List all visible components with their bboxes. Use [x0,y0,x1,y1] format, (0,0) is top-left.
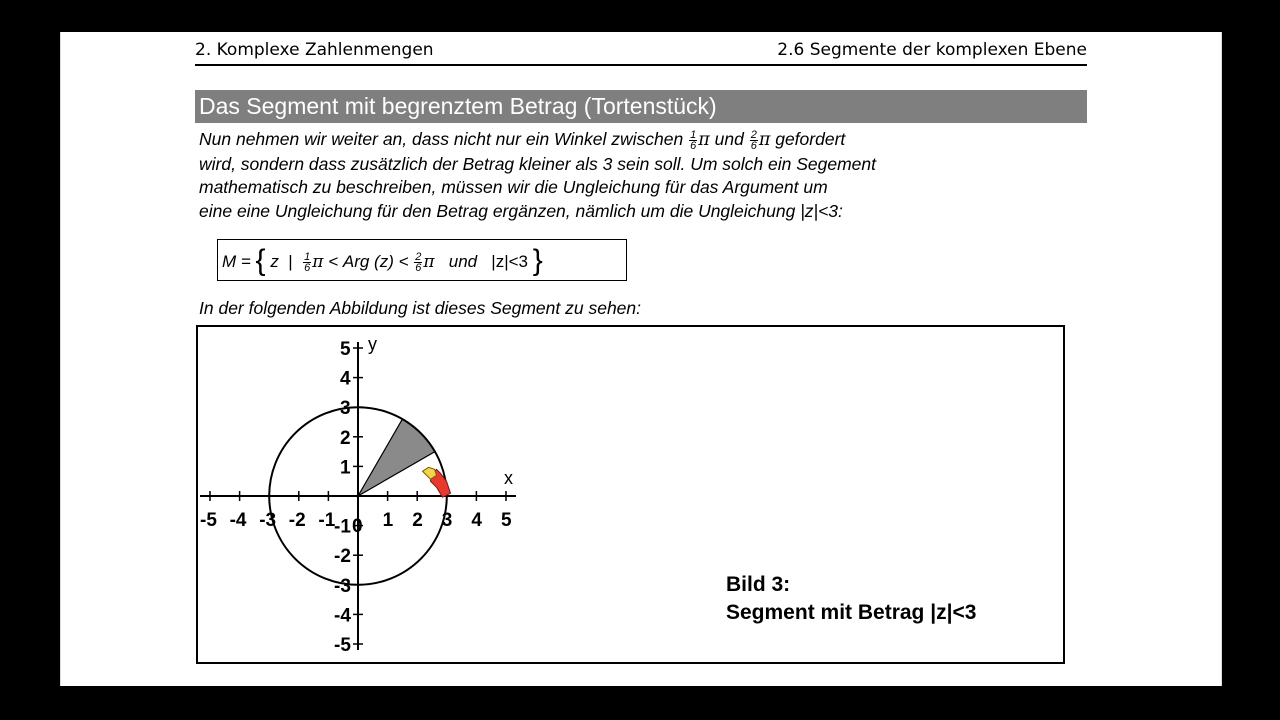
x-tick-label: 4 [471,510,482,531]
y-tick-label: -2 [334,546,351,568]
formula-und: und [448,252,478,271]
paragraph-line-3: mathematisch zu beschreiben, müssen wir die Ungleichung für das Argument um [199,177,828,197]
paragraph-line-2: wird, sondern dass zusätzlich der Betrag kleiner als 3 sein soll. Um solch ein Segement [199,153,876,174]
y-axis-label: y [368,334,377,354]
x-tick-label: 3 [441,510,453,531]
formula-lhs: M = [222,252,251,271]
x-tick-label: -3 [259,510,277,531]
formula-z: z [270,252,279,271]
frac-den: 6 [750,139,757,152]
x-axis-label: x [504,468,513,488]
frac-den: 6 [304,262,311,275]
x-tick-label: -2 [288,510,306,531]
formula-lt-2: < [398,252,409,271]
frac-num: 2 [415,251,422,264]
paragraph-line-1 [199,128,1079,153]
y-tick-label: -5 [334,635,351,656]
caption-line-2: Segment mit Betrag |z|<3 [726,601,977,624]
fraction-one-sixth [689,130,697,151]
figure-intro-text: In der folgenden Abbildung ist dieses Segment zu sehen: [199,298,642,318]
pie-sector [358,419,435,496]
formula-open-brace: { [255,244,266,277]
frac-num: 1 [304,251,311,264]
formula-fraction-one-sixth [303,252,311,273]
formula-close-brace: } [532,244,543,277]
section-title: Das Segment mit begrenztem Betrag (Tortenstück) [195,90,1087,123]
formula-lt-1: < [328,252,339,271]
caption-line-1: Bild 3: [726,573,791,596]
x-tick-label: 5 [501,510,512,531]
header-section: 2.6 Segmente der komplexen Ebene [777,40,1087,60]
y-tick-label: 2 [340,427,351,449]
x-tick-label: 2 [412,510,423,531]
line1-text-c: gefordert [775,129,846,149]
pi-symbol: π [698,130,710,150]
header-chapter: 2. Komplexe Zahlenmengen [195,40,434,60]
frac-den: 6 [415,262,422,275]
frac-num: 2 [750,128,757,141]
y-tick-label: -3 [334,575,351,597]
y-tick-label: 1 [340,457,351,479]
line1-text-a: Nun nehmen wir weiter an, dass nicht nur ein Winkel zwischen [199,129,684,149]
x-tick-label: -4 [229,510,247,531]
y-tick-label: 5 [340,339,351,360]
pi-symbol: π [758,130,771,150]
y-tick-label: 4 [340,368,351,390]
frac-den: 6 [690,139,697,152]
figure-caption [726,571,976,627]
document-page [60,32,1222,686]
x-tick-label: -5 [200,510,217,531]
pi-symbol: π [423,252,435,272]
pi-symbol: π [312,252,324,272]
frac-num: 1 [690,128,697,141]
figure-frame [196,325,1065,664]
formula-bar: | [288,252,293,271]
fraction-two-sixths [750,130,758,151]
origin-label: 0 [352,516,363,537]
intro-paragraph [199,128,1079,223]
y-tick-label: -1 [334,516,351,538]
set-formula-box [217,239,627,281]
x-tick-label: 1 [382,510,394,531]
y-tick-label: 3 [340,398,351,420]
page-header [195,38,1087,66]
formula-arg: Arg (z) [342,252,394,271]
line1-text-b: und [714,129,744,149]
formula-fraction-two-sixths [414,252,422,273]
y-tick-label: -4 [334,605,351,627]
x-tick-label: -1 [318,510,336,531]
paragraph-line-4: eine eine Ungleichung für den Betrag ergänzen, nämlich um die Ungleichung |z|<3: [199,200,843,221]
formula-abs: |z|<3 [491,252,529,271]
